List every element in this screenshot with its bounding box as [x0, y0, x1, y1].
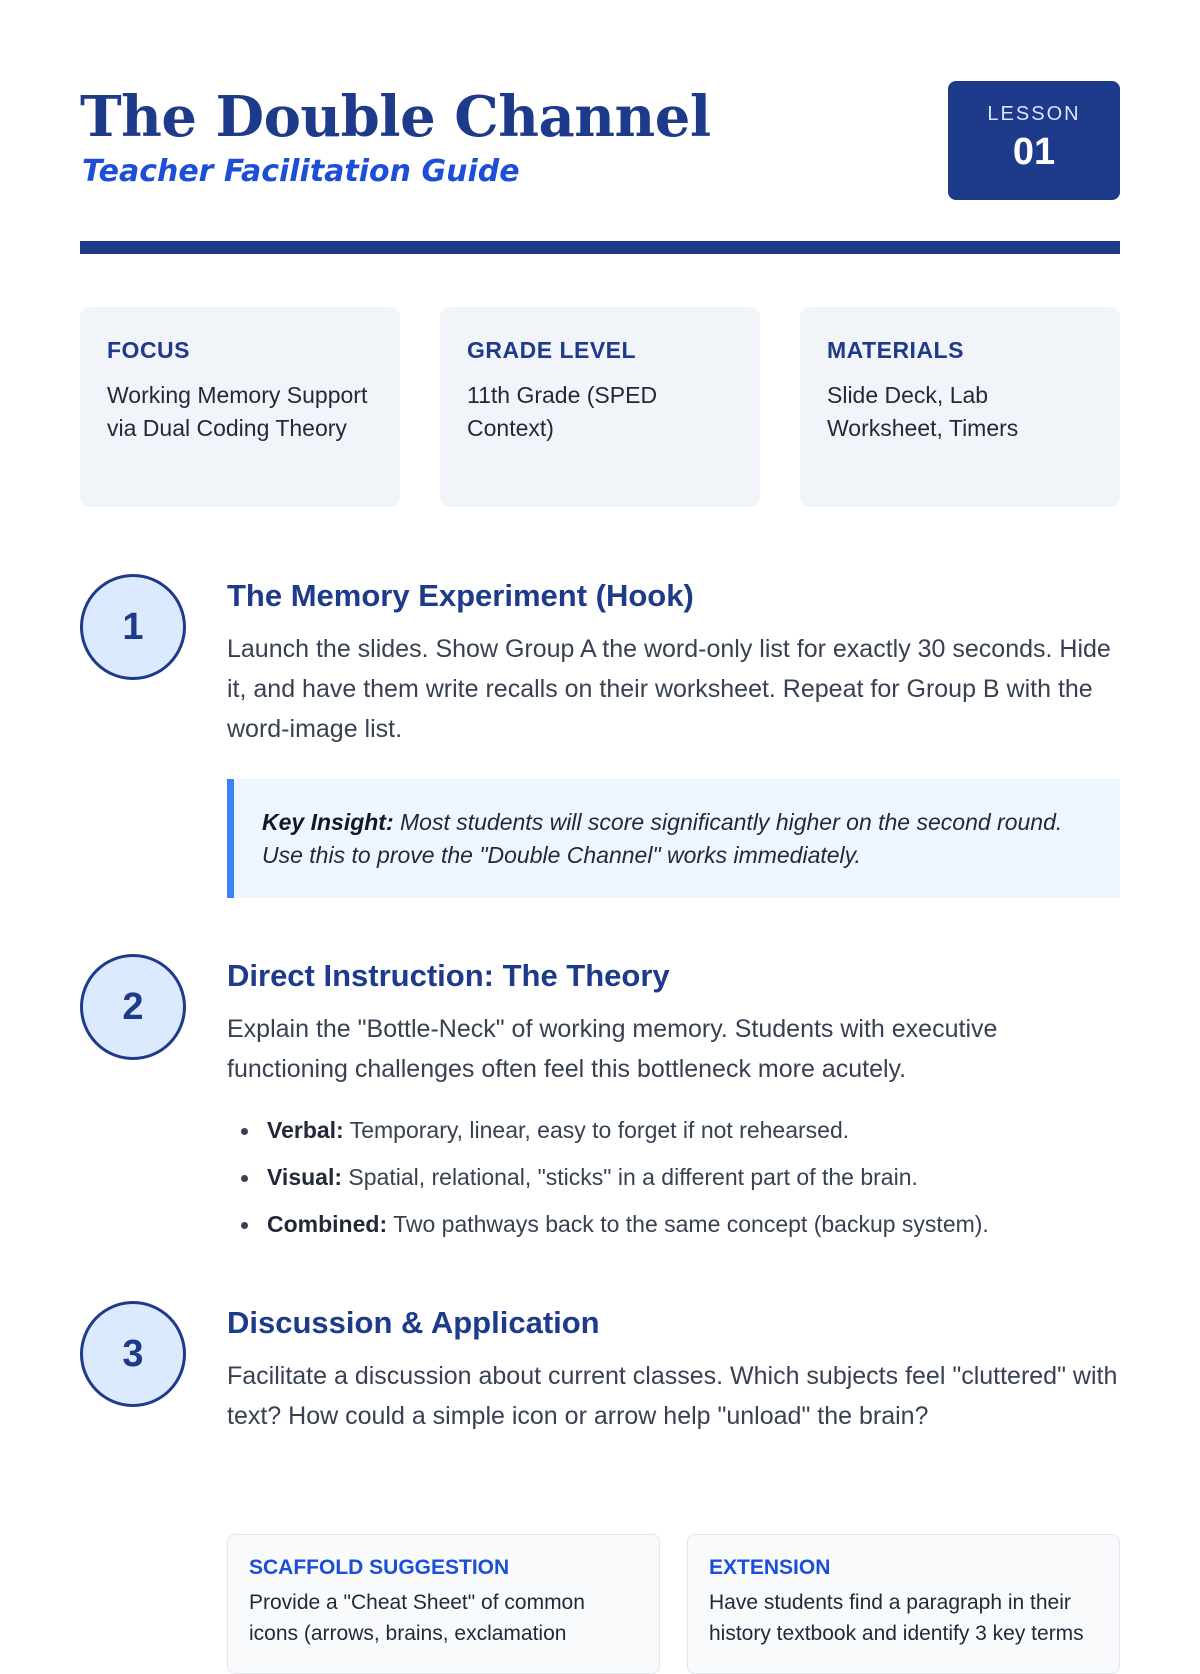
subcard-label: SCAFFOLD SUGGESTION	[249, 1556, 510, 1579]
info-card-materials	[800, 307, 1120, 507]
header-divider	[80, 241, 1120, 254]
step-title: The Memory Experiment (Hook)	[227, 578, 694, 613]
step-number-badge: 2	[80, 954, 186, 1060]
list-item-term: Visual:	[267, 1164, 342, 1190]
info-card-label: GRADE LEVEL	[467, 337, 637, 363]
step-body	[227, 576, 1120, 898]
list-item-text: Temporary, linear, easy to forget if not rehearsed.	[349, 1117, 850, 1143]
step-subcards	[227, 1534, 1120, 1674]
key-insight-label: Key Insight:	[262, 809, 394, 835]
lesson-label: LESSON	[987, 103, 1081, 125]
lesson-guide-page	[80, 0, 1120, 1645]
info-cards	[80, 307, 1120, 507]
step-text: Launch the slides. Show Group A the word-only list for exactly 30 seconds. Hide it, and have them write recalls on their worksheet. Repeat for Group B with the word-image list.	[227, 635, 1111, 743]
info-card-label: MATERIALS	[827, 337, 964, 363]
info-card-text: Slide Deck, Lab Worksheet, Timers	[827, 382, 1019, 441]
scaffold-suggestion-card	[227, 1534, 660, 1674]
info-card-text: Working Memory Support via Dual Coding Theory	[107, 382, 368, 441]
list-item	[227, 1107, 1120, 1154]
page-subtitle: Teacher Facilitation Guide	[82, 154, 520, 189]
step-title: Discussion & Application	[227, 1305, 600, 1340]
extension-card	[687, 1534, 1120, 1674]
list-item-term: Verbal:	[267, 1117, 344, 1143]
list-item	[227, 1201, 1120, 1248]
step-text: Explain the "Bottle-Neck" of working memory. Students with executive functioning challenges often feel this bottleneck more acutely.	[227, 1015, 998, 1083]
list-item-term: Combined:	[267, 1211, 388, 1237]
info-card-text: 11th Grade (SPED Context)	[467, 382, 658, 441]
info-card-label: FOCUS	[107, 337, 190, 363]
page-title: The Double Channel	[80, 84, 711, 150]
subcard-text: Provide a "Cheat Sheet" of common icons (arrows, brains, exclamation	[249, 1591, 585, 1645]
key-insight-callout	[227, 779, 1120, 898]
step-title: Direct Instruction: The Theory	[227, 958, 670, 993]
info-card-focus	[80, 307, 400, 507]
list-item-text: Two pathways back to the same concept (backup system).	[393, 1211, 989, 1237]
memory-types-list	[227, 1107, 1120, 1248]
key-insight-text: Most students will score significantly higher on the second round. Use this to prove the "Double Channel" works immediately.	[262, 809, 1063, 868]
step-body	[227, 956, 1120, 1248]
subcard-text: Have students find a paragraph in their history textbook and identify 3 key terms	[709, 1591, 1084, 1645]
info-card-grade-level	[440, 307, 760, 507]
step-text: Facilitate a discussion about current classes. Which subjects feel "cluttered" with text? How could a simple icon or arrow help "unload" the brain?	[227, 1362, 1118, 1430]
step-body	[227, 1303, 1120, 1645]
lesson-badge	[948, 81, 1120, 200]
step-number-badge: 1	[80, 574, 186, 680]
subcard-label: EXTENSION	[709, 1556, 831, 1579]
step-number-badge: 3	[80, 1301, 186, 1407]
list-item	[227, 1154, 1120, 1201]
page-header	[80, 84, 1120, 204]
list-item-text: Spatial, relational, "sticks" in a different part of the brain.	[348, 1164, 918, 1190]
lesson-number: 01	[1012, 131, 1056, 173]
